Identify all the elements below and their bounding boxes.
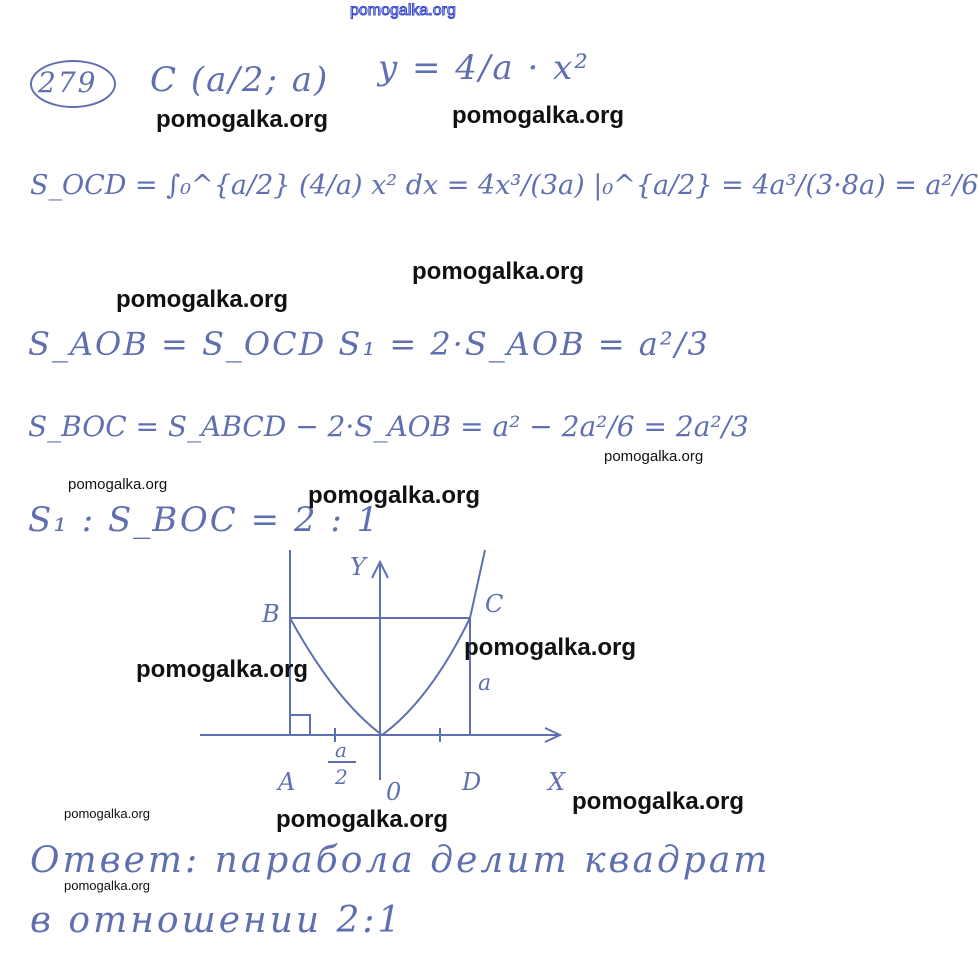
label-half-numerator: a (335, 738, 347, 762)
watermark: pomogalka.org (64, 806, 150, 821)
watermark: pomogalka.org (136, 656, 309, 683)
area-boc-equation: S_BOC = S_ABCD − 2·S_AOB = a² − 2a²/6 = 2a²/3 (28, 410, 749, 443)
label-a: A (278, 768, 296, 796)
watermark: pomogalka.org (308, 482, 481, 509)
watermark: pomogalka.org (156, 106, 329, 133)
watermark: pomogalka.org (116, 286, 289, 313)
answer-line-1: Ответ: парабола делит квадрат (30, 840, 771, 881)
watermark: pomogalka.org (64, 878, 150, 893)
watermark: pomogalka.org (572, 788, 745, 815)
integral-calculation: S_OCD = ∫₀^{a/2} (4/a) x² dx = 4x³/(3a) |₀^{a/2} = 4a³/(3·8a) = a²/6 (30, 170, 979, 201)
point-c-coordinates: C (a/2; a) (150, 60, 330, 100)
watermark: pomogalka.org (276, 806, 449, 833)
area-ratio: S₁ : S_BOC = 2 : 1 (28, 500, 381, 540)
problem-number: 279 (38, 66, 98, 99)
label-x: X (548, 768, 566, 796)
answer-line-2: в отношении 2:1 (30, 900, 404, 941)
watermark: pomogalka.org (412, 258, 585, 285)
watermark: pomogalka.org (464, 634, 637, 661)
parabola-square-diagram (0, 540, 817, 820)
area-aob-equation: S_AOB = S_OCD S₁ = 2·S_AOB = a²/3 (28, 325, 710, 363)
label-half-denominator: 2 (335, 765, 348, 789)
watermark: pomogalka.org (604, 448, 704, 465)
function-formula: y = 4/a · x² (378, 48, 590, 88)
label-b: B (262, 600, 280, 628)
right-angle-mark (290, 715, 310, 735)
header-watermark: pomogalka.org (350, 2, 456, 19)
label-c: C (485, 590, 504, 618)
label-y: Y (350, 553, 366, 581)
watermark: pomogalka.org (452, 102, 625, 129)
label-origin: 0 (386, 778, 402, 806)
label-d: D (462, 768, 482, 796)
watermark: pomogalka.org (68, 476, 168, 493)
label-side-a: a (478, 671, 492, 696)
